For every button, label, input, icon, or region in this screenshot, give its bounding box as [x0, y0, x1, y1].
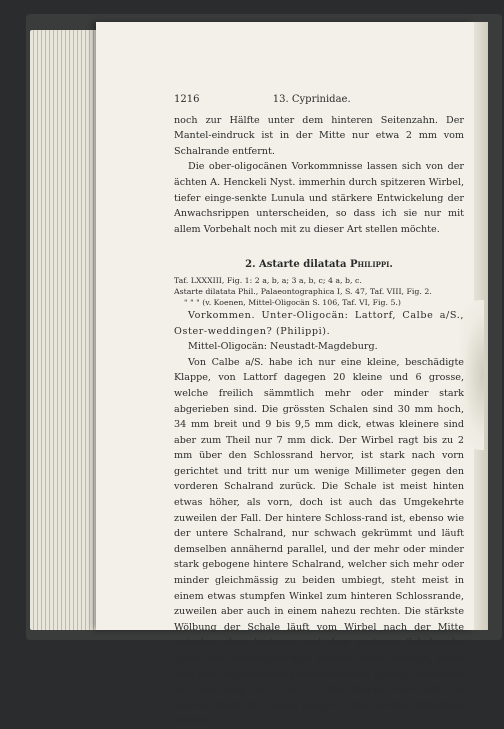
running-header — [174, 92, 464, 108]
page-number: 1216 — [174, 94, 200, 105]
page-text — [174, 92, 464, 729]
synonymy-line: " " " (v. Koenen, Mittel-Oligocän S. 106, Taf. VI, Fig. 5.) — [184, 297, 401, 307]
occurrence-text: Mittel-Oligocän: Neustadt-Magdeburg. — [188, 341, 378, 353]
body-paragraph: Von Calbe a/S. habe ich nur eine kleine, beschädigte Klappe, von Lattorf dagegen 20 kleine und 6 grosse, welche freilich sämmtlich mehr oder minder stark abgerieben sind. Die grössten Schalen sind 30 mm hoch, 34 mm breit und 9 bis 9,5 mm dick, etwas kleinere sind aber zum Theil nur 7 mm dick. Der Wirbel ragt bis zu 2 mm über den Schlossrand hervor, ist stark nach vorn gerichtet und tritt nur um wenige Millimeter gegen den vorderen Schalrand zurück. Die Schale ist meist hinten etwas höher, als vorn, doch ist auch das Umgekehrte zuweilen der Fall. Der hintere Schloss-rand ist, ebenso wie der untere Schalrand, nur schwach gekrümmt und läuft demselben annähernd parallel, und der mehr oder minder stark gebogene hintere Schalrand, welcher sich mehr oder minder gleichmässig zu beiden umbiegt, steht meist in einem etwas stumpfen Winkel zum hinteren Schlossrande, zuweilen aber auch in einem nahezu rechten. Die stärkste Wölbung der Schale läuft vom Wirbel nach der Mitte zwischen dem hinteren und dem un-teren Schalrande. Unter dem Wirbel liegt eine ziemlich stark vertiefte, durch eine ganz abgerundete Kante begrenzte Lunula, welche bis zu 8 mm lang und 3 mm in jeder Klappe breit wird; am unteren Ende der Lunula biegt sich der vordere Schalrand stärker — [174, 356, 464, 727]
species-author: Philippi. — [350, 259, 393, 271]
paragraph: Die ober-oligocänen Vorkommnisse lassen sich von der ächten A. Henckeli Nyst. immerhin durch spitzeren Wirbel, tiefer einge-senkte Lunula und stärkere Entwickelung der Anwachsrippen unterscheiden, so dass ich sie nur mit allem Vorbehalt noch mit zu dieser Art stellen möchte. — [174, 161, 464, 235]
synonymy-line: Astarte dilatata Phil., Palaeontographica I, S. 47, Taf. VIII, Fig. 2. — [174, 286, 432, 296]
species-title: 2. Astarte dilatata — [245, 259, 347, 271]
plate-reference: Taf. LXXXIII, Fig. 1: 2 a, b, a; 3 a, b, c; 4 a, b, c. — [174, 275, 362, 285]
running-title: 13. Cyprinidae. — [272, 94, 351, 105]
occurrence-text: Vorkommen. Unter-Oligocän: Lattorf, Calbe a/S., Oster-weddingen? (Philippi). — [174, 309, 464, 337]
section-heading — [174, 257, 464, 273]
paragraph: noch zur Hälfte unter dem hinteren Seitenzahn. Der Mantel-eindruck ist in der Mitte nur etwa 2 mm vom Schalrande entfernt. — [174, 114, 464, 157]
